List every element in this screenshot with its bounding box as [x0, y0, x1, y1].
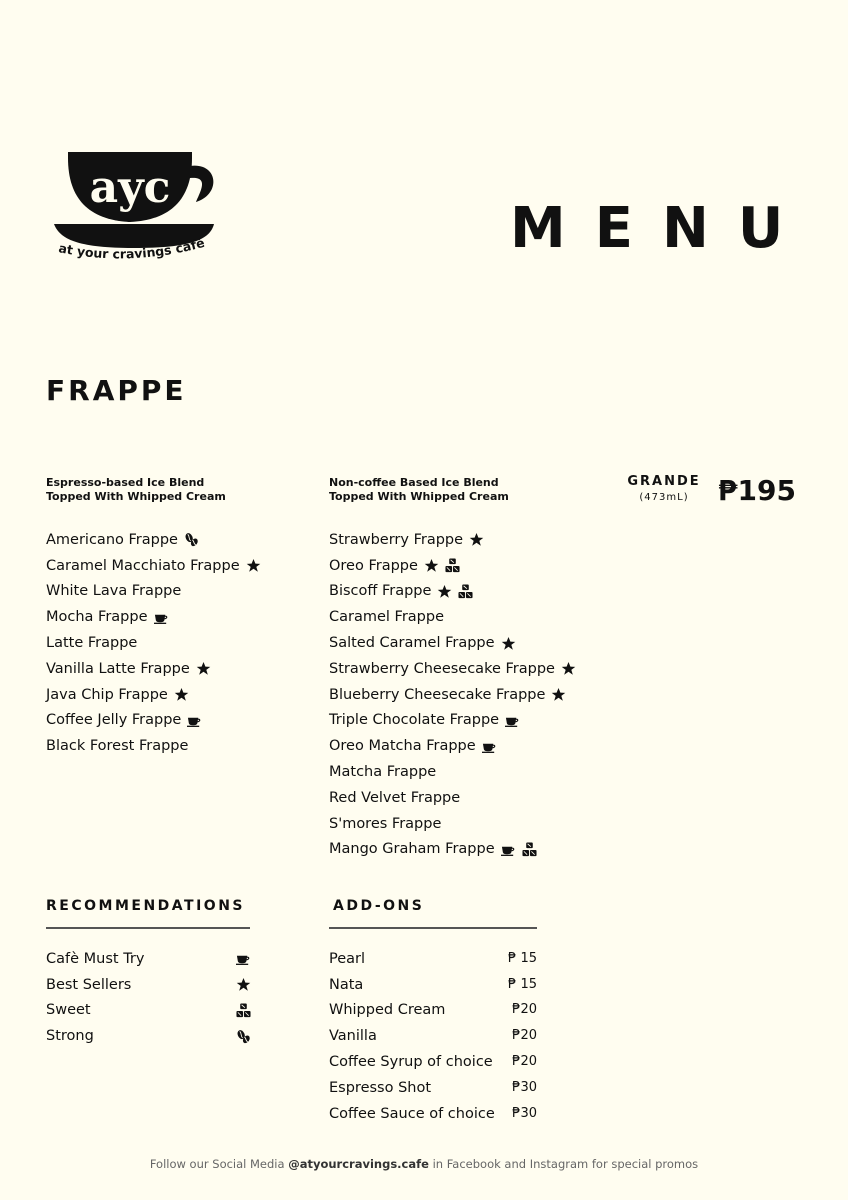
- menu-item: [329, 837, 576, 863]
- addon-label: Pearl: [329, 950, 366, 967]
- left-item-list: [46, 527, 261, 759]
- menu-item-name: Biscoff Frappe: [329, 583, 432, 600]
- legend-item: [46, 1023, 251, 1049]
- menu-item: [329, 579, 576, 605]
- legend-item: [46, 998, 251, 1024]
- addon-item: [329, 1049, 537, 1075]
- menu-item-name: Caramel Macchiato Frappe: [46, 557, 240, 574]
- cup-icon: [505, 713, 520, 728]
- cup-icon: [236, 951, 251, 966]
- cup-icon: [501, 842, 516, 857]
- menu-item-name: Triple Chocolate Frappe: [329, 712, 500, 729]
- menu-item-name: Blueberry Cheesecake Frappe: [329, 686, 546, 703]
- menu-item-name: Caramel Frappe: [329, 609, 445, 626]
- addons-list: [329, 946, 537, 1127]
- addons-divider: [329, 927, 537, 929]
- menu-item-name: Vanilla Latte Frappe: [46, 660, 190, 677]
- addon-price: ₱ 15: [508, 976, 537, 992]
- size-label: GRANDE: [627, 474, 701, 489]
- addon-label: Espresso Shot: [329, 1079, 432, 1096]
- menu-item-name: Oreo Matcha Frappe: [329, 738, 476, 755]
- star-icon: [469, 532, 484, 547]
- star-icon: [561, 661, 576, 676]
- menu-item: [329, 656, 576, 682]
- footer-prefix: Follow our Social Media: [149, 1157, 289, 1171]
- menu-item: [46, 553, 261, 579]
- addon-item: [329, 972, 537, 998]
- candy-icon: [522, 842, 537, 857]
- addon-price: ₱20: [512, 1002, 537, 1018]
- logo-lettering: ayc: [89, 162, 171, 213]
- cafe-logo: [50, 140, 230, 270]
- menu-item-name: White Lava Frappe: [46, 583, 182, 600]
- right-item-list: [329, 527, 576, 862]
- menu-item: [329, 759, 576, 785]
- addons-heading: ADD-ONS: [333, 898, 425, 914]
- addon-label: Nata: [329, 976, 364, 993]
- menu-item-name: Americano Frappe: [46, 531, 178, 548]
- social-handle: @atyourcravings.cafe: [288, 1157, 429, 1171]
- star-icon: [196, 661, 211, 676]
- addon-price: ₱20: [512, 1028, 537, 1044]
- menu-item: [46, 579, 261, 605]
- addon-price: ₱20: [512, 1054, 537, 1070]
- addon-price: ₱ 15: [508, 950, 537, 966]
- cup-icon: [154, 610, 169, 625]
- menu-item: [46, 733, 261, 759]
- right-column-subtitle: [329, 476, 509, 504]
- logo-tagline: at your cravings café: [57, 234, 207, 262]
- menu-item-name: Mango Graham Frappe: [329, 841, 495, 858]
- menu-item-name: Black Forest Frappe: [46, 738, 189, 755]
- star-icon: [236, 977, 251, 992]
- addon-label: Coffee Sauce of choice: [329, 1105, 495, 1122]
- addon-label: Whipped Cream: [329, 1002, 446, 1019]
- legend-label: Cafè Must Try: [46, 950, 145, 967]
- addon-item: [329, 946, 537, 972]
- addon-price: ₱30: [512, 1079, 537, 1095]
- menu-item: [46, 682, 261, 708]
- menu-item: [329, 785, 576, 811]
- bean-icon: [236, 1029, 251, 1044]
- right-subtitle-line2: Topped With Whipped Cream: [329, 490, 509, 503]
- legend-label: Sweet: [46, 1002, 91, 1019]
- menu-item-name: Coffee Jelly Frappe: [46, 712, 182, 729]
- section-title: FRAPPE: [46, 374, 187, 407]
- menu-item: [46, 527, 261, 553]
- addon-item: [329, 1023, 537, 1049]
- legend-item: [46, 946, 251, 972]
- menu-item: [329, 604, 576, 630]
- footer-suffix: in Facebook and Instagram for special promos: [428, 1157, 699, 1171]
- menu-item: [46, 604, 261, 630]
- addon-label: Coffee Syrup of choice: [329, 1054, 493, 1071]
- recommendations-list: [46, 946, 251, 1049]
- size-volume: (473mL): [639, 492, 689, 503]
- addon-item: [329, 1101, 537, 1127]
- star-icon: [424, 558, 439, 573]
- menu-item-name: Strawberry Cheesecake Frappe: [329, 660, 555, 677]
- menu-item-name: Java Chip Frappe: [46, 686, 168, 703]
- star-icon: [551, 687, 566, 702]
- candy-icon: [458, 584, 473, 599]
- recommendations-divider: [46, 927, 250, 929]
- star-icon: [437, 584, 452, 599]
- legend-item: [46, 972, 251, 998]
- menu-item-name: S'mores Frappe: [329, 815, 442, 832]
- menu-item: [46, 708, 261, 734]
- frappe-price: ₱195: [718, 474, 796, 507]
- bean-icon: [184, 532, 199, 547]
- star-icon: [501, 636, 516, 651]
- cup-icon: [187, 713, 202, 728]
- menu-item: [329, 630, 576, 656]
- star-icon: [174, 687, 189, 702]
- menu-item-name: Mocha Frappe: [46, 609, 148, 626]
- menu-title: MENU: [510, 196, 813, 261]
- recommendations-heading: RECOMMENDATIONS: [46, 898, 245, 914]
- menu-item: [46, 656, 261, 682]
- addon-label: Vanilla: [329, 1028, 377, 1045]
- menu-item-name: Red Velvet Frappe: [329, 789, 461, 806]
- menu-item: [329, 553, 576, 579]
- left-column-subtitle: [46, 476, 226, 504]
- menu-item: [329, 527, 576, 553]
- menu-item: [329, 682, 576, 708]
- right-subtitle-line1: Non-coffee Based Ice Blend: [329, 476, 499, 489]
- menu-item: [329, 708, 576, 734]
- cup-icon: [482, 739, 497, 754]
- menu-item-name: Latte Frappe: [46, 635, 138, 652]
- menu-item-name: Salted Caramel Frappe: [329, 635, 495, 652]
- footer-note: [0, 1157, 848, 1171]
- legend-label: Best Sellers: [46, 976, 132, 993]
- legend-label: Strong: [46, 1028, 94, 1045]
- addon-price: ₱30: [512, 1105, 537, 1121]
- candy-icon: [445, 558, 460, 573]
- addon-item: [329, 1075, 537, 1101]
- left-subtitle-line2: Topped With Whipped Cream: [46, 490, 226, 503]
- candy-icon: [236, 1003, 251, 1018]
- star-icon: [246, 558, 261, 573]
- menu-item: [329, 733, 576, 759]
- left-subtitle-line1: Espresso-based Ice Blend: [46, 476, 205, 489]
- menu-item-name: Oreo Frappe: [329, 557, 418, 574]
- menu-item: [46, 630, 261, 656]
- menu-item-name: Strawberry Frappe: [329, 531, 464, 548]
- menu-item-name: Matcha Frappe: [329, 764, 437, 781]
- menu-item: [329, 811, 576, 837]
- addon-item: [329, 998, 537, 1024]
